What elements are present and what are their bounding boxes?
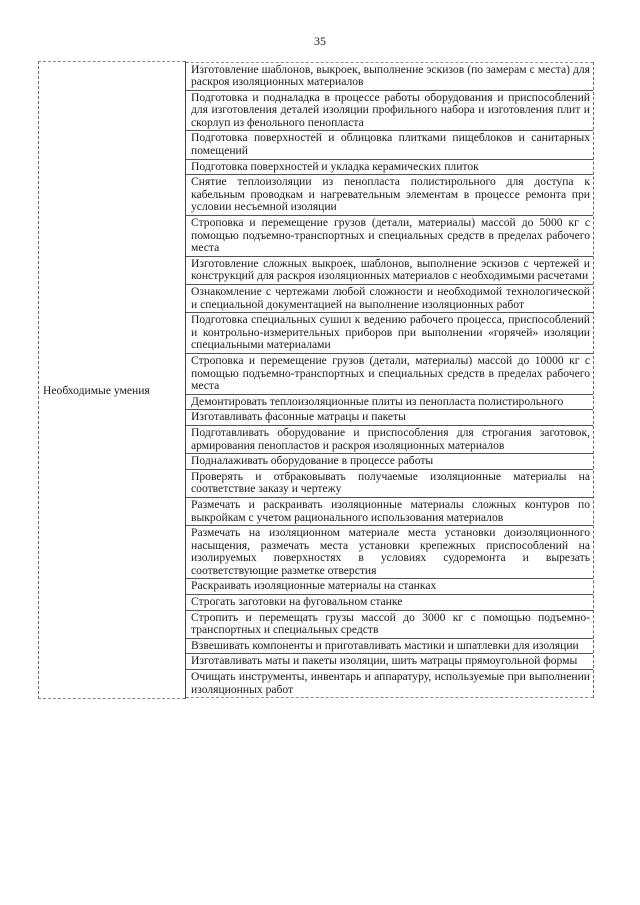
list-item: Подготовка и подналадка в процессе работы оборудования и приспособлений для изготовления деталей изоляции профильного набора и изготовления плит и скорлуп из фенольного пенопласта xyxy=(186,91,593,132)
list-item: Ознакомление с чертежами любой сложности и необходимой технологической и специальной документацией на выполнение изоляционных работ xyxy=(186,285,593,313)
list-item: Подготовка поверхностей и облицовка плитками пищеблоков и санитарных помещений xyxy=(186,131,593,159)
list-item: Изготовление шаблонов, выкроек, выполнение эскизов (по замерам с места) для раскроя изоляционных материалов xyxy=(186,62,593,91)
list-item: Проверять и отбраковывать получаемые изоляционные материалы на соответствие заказу и чертежу xyxy=(186,470,593,498)
list-item: Изготавливать маты и пакеты изоляции, шить матрацы прямоугольной формы xyxy=(186,654,593,670)
list-item: Строповка и перемещение грузов (детали, материалы) массой до 5000 кг с помощью подъемно-транспортных и специальных средств в пределах рабочего места xyxy=(186,216,593,257)
list-item: Подготовка специальных сушил к ведению рабочего процесса, приспособлений и контрольно-измерительных приборов при выполнении «горячей» изоляции специальными материалами xyxy=(186,313,593,354)
list-item: Строгать заготовки на фуговальном станке xyxy=(186,595,593,611)
list-item: Подготавливать оборудование и приспособления для строгания заготовок, армирования пенопластов и раскроя изоляционных материалов xyxy=(186,426,593,454)
list-item: Размечать и раскраивать изоляционные материалы сложных контуров по выкройкам с учетом рационального использования материалов xyxy=(186,498,593,526)
list-item: Подготовка поверхностей и укладка керамических плиток xyxy=(186,160,593,176)
list-item: Подналаживать оборудование в процессе работы xyxy=(186,454,593,470)
list-item: Взвешивать компоненты и приготавливать мастики и шпатлевки для изоляции xyxy=(186,639,593,655)
list-item: Очищать инструменты, инвентарь и аппаратуру, используемые при выполнении изоляционных работ xyxy=(186,670,593,698)
list-item: Строповка и перемещение грузов (детали, материалы) массой до 10000 кг с помощью подъемно-транспортных и специальных средств в пределах рабочего места xyxy=(186,354,593,395)
list-item: Демонтировать теплоизоляционные плиты из пенопласта полистирольного xyxy=(186,395,593,411)
skills-list xyxy=(186,62,593,699)
list-item: Размечать на изоляционном материале места установки доизоляционного насыщения, размечать места установки крепежных приспособлений на изолируемых поверхностях в условиях судоремонта и вырезать соответствующие разметке отверстия xyxy=(186,526,593,579)
list-item: Стропить и перемещать грузы массой до 3000 кг с помощью подъемно-транспортных и специальных средств xyxy=(186,611,593,639)
list-item: Снятие теплоизоляции из пенопласта полистирольного для доступа к кабельным проводкам и нагревательным элементам в процессе ремонта при условии несъемной изоляции xyxy=(186,175,593,216)
items-cell xyxy=(186,62,594,699)
list-item: Изготовление сложных выкроек, шаблонов, выполнение эскизов с чертежей и конструкций для раскроя изоляционных материалов с необходимыми расчетами xyxy=(186,257,593,285)
section-label: Необходимые умения xyxy=(43,383,150,397)
list-item: Изготавливать фасонные матрацы и пакеты xyxy=(186,410,593,426)
skills-table xyxy=(38,61,594,699)
page-number: 35 xyxy=(314,34,326,48)
section-label-cell xyxy=(39,62,186,699)
list-item: Раскраивать изоляционные материалы на станках xyxy=(186,579,593,595)
table-row xyxy=(39,62,594,699)
